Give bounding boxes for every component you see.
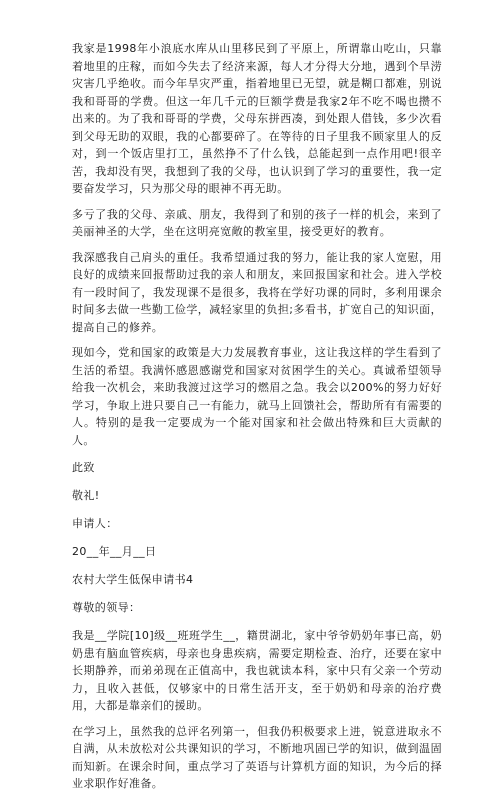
body-paragraph-1: 我家是1998年小浪底水库从山里移民到了平原上，所谓靠山吃山，只靠着地里的庄稼，而如今失去了经济来源，每人才分得大分地，遇到个旱涝灾害几乎绝收。而今年旱灾严重，指着地里已无望，就是糊口都难，别说我和哥哥的学费。但这一年几千元的巨额学费是我家2年不吃不喝也攒不出来的。为了我和哥哥的学费，父母东拼西凑，到处跟人借钱，多少次看到父母无助的双眼，我的心都要碎了。在等待的日子里我不顾家里人的反对，到一个饭店里打工，虽然挣不了什么钱，总能起到一点作用吧!很辛苦，我却没有哭，我想到了我的父母，也认识到了学习的重要性，我一定要奋发学习，只为那父母的眼神不再无助。 [72, 42, 442, 195]
body-paragraph-6: 在学习上，虽然我的总评名列第一，但我仍积极要求上进，锐意进取永不自满，从未放松对公共课知识的学习，不断地巩固已学的知识，做到温固而知新。在课余时间，重点学习了英语与计算机方面的知识，为今后的择业求职作好准备。 [72, 724, 442, 790]
closing-line-2: 敬礼! [72, 489, 100, 502]
closing-line-1: 此致 [72, 461, 95, 474]
date-line: 20__年__月__日 [72, 545, 157, 558]
document-page [72, 40, 442, 801]
applicant-label: 申请人： [72, 517, 118, 530]
body-paragraph-2: 多亏了我的父母、亲戚、朋友，我得到了和别的孩子一样的机会，来到了美丽神圣的大学，坐在这明亮宽敞的教室里，接受更好的教育。 [72, 207, 442, 238]
body-paragraph-5: 我是__学院[10]级__班班学生__，籍贯湖北，家中爷爷奶奶年事已高，奶奶患有脑血管疾病，母亲也身患疾病，需要定期检查、治疗，还要在家中长期静养，而弟弟现在正值高中，我也就读本科，家中只有父亲一个劳动力，且收入甚低，仅够家中的日常生活开支，至于奶奶和母亲的治疗费用，大都是靠亲们的援助。 [72, 629, 442, 712]
body-paragraph-3: 我深感我自己肩头的重任。我希望通过我的努力，能让我的家人宽慰，用良好的成绩来回报帮助过我的亲人和朋友，来回报国家和社会。进入学校有一段时间了，我发现课不是很多，我将在学好功课的同时，多利用课余时间多去做一些勤工俭学，减轻家里的负担;多看书，扩宽自己的知识面，提高自己的修养。 [72, 250, 442, 334]
body-paragraph-4: 现如今，党和国家的政策是大力发展教育事业，这让我这样的学生看到了生活的希望。我满怀感恩感谢党和国家对贫困学生的关心。真诚希望领导给我一次机会，来助我渡过这学习的燃眉之急。我会以200%的努力好好学习，争取上进只要自己一有能力，就马上回馈社会，帮助所有有需要的人。特别的是我一定要成为一个能对国家和社会做出特殊和巨大贡献的人。 [72, 346, 442, 447]
section-title: 农村大学生低保申请书4 [72, 573, 194, 586]
salutation: 尊敬的领导： [72, 601, 141, 614]
